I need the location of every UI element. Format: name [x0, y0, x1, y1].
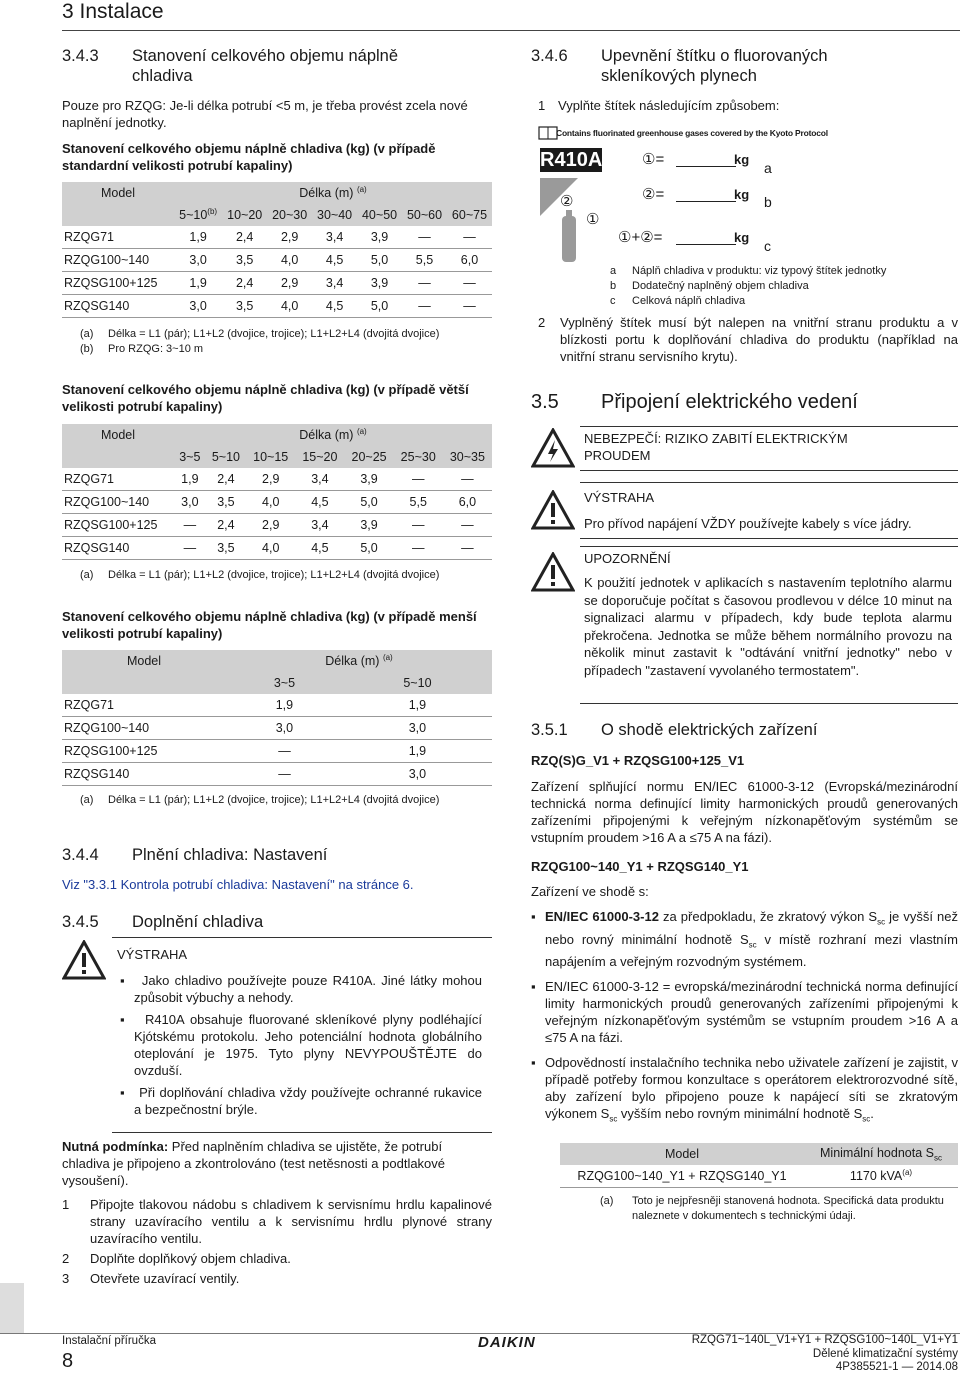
warning-bottom-rule — [112, 1132, 492, 1133]
table-cell-model: RZQG71 — [64, 230, 115, 244]
table-row — [62, 468, 492, 491]
table-cell: — — [461, 472, 474, 486]
table-col: 30~35 — [449, 450, 485, 464]
table-cell: 2,4 — [217, 472, 235, 486]
table-header-model: Model — [126, 654, 162, 668]
table-row — [62, 717, 492, 740]
table-row — [62, 272, 492, 295]
caution-bottom-rule — [580, 703, 958, 704]
label-row-3: ①+②= — [618, 229, 663, 246]
table-col: 5~10 — [211, 450, 240, 464]
table3-notes: (a) Délka = L1 (pár); L1+L2 (dvojice, trojice); L1+L2+L4 (dvojitá dvojice) — [80, 794, 440, 806]
table-col: 25~30 — [400, 450, 436, 464]
danger-bottom-rule — [580, 470, 958, 471]
table-cell: 1,9 — [189, 230, 207, 244]
table-cell: — — [418, 230, 431, 244]
caution-label: UPOZORNĚNÍ — [584, 551, 671, 566]
table-col: 5~10 — [403, 676, 432, 690]
table-cell: 3,9 — [360, 518, 378, 532]
marker-1: ① — [586, 211, 600, 228]
cross-reference-link[interactable]: Viz "3.3.1 Kontrola potrubí chladiva: Nastavení" na stránce 6. — [62, 877, 414, 892]
table-row — [62, 537, 492, 560]
table-cell-model: RZQSG140 — [64, 541, 130, 555]
table-col: 5~10$^{(b)}$ — [179, 207, 218, 223]
key-a: a — [764, 160, 772, 176]
table-cell: — — [463, 299, 476, 313]
label-row-2: ②= — [642, 186, 665, 203]
table-cell: 4,0 — [262, 495, 280, 509]
compliance-list — [531, 908, 958, 1128]
warning-text: Pro přívod napájení VŽDY používejte kabely s více jádry. — [584, 516, 912, 531]
table-cell: 1,9 — [275, 698, 294, 712]
section-3-4-4-heading: 3.4.4 Plnění chladiva: Nastavení — [62, 846, 328, 864]
unit-kg: kg — [734, 187, 750, 202]
table-cell: 1,9 — [189, 276, 207, 290]
table-row — [62, 763, 492, 786]
table-cell-model: RZQSG140 — [64, 767, 130, 781]
table-cell: 5,5 — [409, 495, 427, 509]
table-header-length: Délka (m) $^{(a)}$ — [299, 185, 367, 201]
warning-label: VÝSTRAHA — [584, 490, 655, 505]
list-item: ▪ EN/IEC 61000-3-12 = evropská/mezinárodní technická norma definující limity harmonických proudů generovaných zařízeními připojenými k veřejným nízkonapěťovým systémům se vstupním proudem >16 A a ≤75 A na fázi. — [531, 979, 958, 1046]
table-cell: 2,9 — [280, 230, 299, 244]
table-cell: — — [278, 767, 291, 781]
table-cell: 3,0 — [181, 495, 199, 509]
table-cell: — — [411, 541, 425, 555]
table-cell: 1,9 — [181, 472, 199, 486]
fill-line — [676, 244, 736, 245]
table-cell: RZQG100~140_Y1 + RZQSG140_Y1 — [577, 1169, 787, 1183]
table-row — [62, 491, 492, 514]
table-row — [62, 226, 492, 249]
table-cell: — — [183, 541, 197, 555]
table-cell: 1,9 — [408, 744, 427, 758]
table-cell: 3,0 — [408, 721, 427, 735]
table-cell: 4,0 — [280, 299, 299, 313]
table-cell: — — [183, 518, 197, 532]
subheading-v1: RZQ(S)G_V1 + RZQSG100+125_V1 — [531, 753, 745, 768]
table-cell: — — [463, 230, 476, 244]
table-cell: — — [461, 518, 474, 532]
warning-label: VÝSTRAHA — [117, 947, 188, 962]
table-cell: — — [278, 744, 291, 758]
table-cell: 5,0 — [360, 495, 378, 509]
page-number: 8 — [62, 1350, 74, 1372]
table-col: 3~5 — [273, 676, 296, 690]
paragraph-v1: Zařízení splňující normu EN/IEC 61000-3-12 (Evropská/mezinárodní technická norma definující limity harmonických proudů generovaných zařízeními připojenými k veřejným nízkonapěťovým systémům se vstupním proudem >16 A a ≤75 A na fázi). — [531, 779, 958, 845]
section-3-4-5-heading: 3.4.5 Doplnění chladiva — [62, 913, 264, 931]
table-cell: 3,5 — [235, 253, 254, 267]
fill-line — [676, 201, 736, 202]
table-smaller-pipe — [62, 650, 492, 786]
book-icon — [538, 126, 558, 140]
section-3-4-6-heading: 3.4.6 Upevnění štítku o fluorovaných skleníkových plynech — [531, 47, 828, 85]
table-cell: 5,0 — [370, 253, 389, 267]
table-cell-model: RZQSG100+125 — [64, 744, 158, 758]
steps-list — [62, 1196, 492, 1287]
table1-notes: (a) Délka = L1 (pár); L1+L2 (dvojice, trojice); L1+L2+L4 (dvojitá dvojice) (b) Pro RZQG: 3~10 m — [80, 328, 440, 355]
section-3-4-3-heading: 3.4.3 Stanovení celkového objemu náplně chladiva — [62, 47, 399, 85]
table-cell: — — [463, 276, 476, 290]
warning-bottom-rule — [580, 538, 958, 539]
list-item: 3 Otevřete uzavírací ventily. — [62, 1271, 240, 1286]
table-header-ssc: Minimální hodnota $S_{sc}$ — [820, 1145, 942, 1163]
danger-label: NEBEZPEČÍ: RIZIKO ZABITÍ ELEKTRICKÝM PROUDEM — [584, 431, 848, 463]
warning-icon — [531, 490, 575, 530]
table-cell: 4,0 — [262, 541, 280, 555]
table-col: 20~30 — [272, 208, 308, 222]
thumb-tab — [0, 1283, 24, 1333]
table-cell: — — [411, 518, 425, 532]
table-cell-model: RZQG100~140 — [64, 495, 150, 509]
cylinder-icon — [538, 176, 580, 266]
caution-icon — [531, 552, 575, 592]
warning-item: ▪ Jako chladivo používejte pouze R410A. Jiné látky mohou způsobit výbuchy a nehody. ▪ R410A obsahuje fluorované skleníkové plyny podléhající Kjótskému protokolu. Jeho potenciální hodnota globálního oteplování je 1975. Tyto plyny NEVYPOUŠTĚJTE do ovzduší. ▪ Při doplňování chladiva vždy používejte ochranné rukavice a bezpečnostní brýle. — [120, 973, 483, 1117]
table-cell: 3,5 — [235, 299, 254, 313]
table-cell: 4,5 — [325, 299, 344, 313]
table-header-model: Model — [100, 186, 136, 200]
label-heading: Contains fluorinated greenhouse gases covered by the Kyoto Protocol — [556, 128, 828, 138]
label-legend: a Náplň chladiva v produktu: viz typový štítek jednotky b Dodatečný naplněný objem chladiva c Celková náplň chladiva — [610, 265, 887, 307]
footer-product-info: RZQG71~140L_V1+Y1 + RZQSG100~140L_V1+Y1 Dělené klimatizační systémy 4P385521-1 — 2014.08 — [691, 1334, 958, 1373]
table-cell: 3,0 — [408, 767, 427, 781]
table-row — [62, 740, 492, 763]
table-col: 20~25 — [351, 450, 387, 464]
table-cell: 2,9 — [262, 518, 280, 532]
danger-top-rule — [580, 426, 958, 427]
table-cell: — — [418, 276, 431, 290]
table-cell: 2,4 — [235, 276, 254, 290]
table-larger-pipe — [62, 424, 492, 560]
marker-2: ② — [560, 193, 574, 210]
table2-caption: Stanovení celkového objemu náplně chladiva (kg) (v případě větší velikosti potrubí kapaliny) — [62, 382, 469, 414]
table-col: 40~50 — [361, 208, 398, 222]
table-header-model: Model — [100, 428, 136, 442]
table-header-length: Délka (m) $^{(a)}$ — [299, 427, 367, 443]
table3-caption: Stanovení celkového objemu náplně chladiva (kg) (v případě menší velikosti potrubí kapaliny) — [62, 609, 477, 641]
table-cell: 1170 kVA$^{(a)}$ — [849, 1168, 913, 1184]
subheading-y1: RZQG100~140_Y1 + RZQSG140_Y1 — [531, 859, 749, 874]
table-cell: 3,9 — [370, 230, 389, 244]
table-header-length: Délka (m) $^{(a)}$ — [325, 653, 393, 669]
label-step-2: 2 Vyplněný štítek musí být nalepen na vnitřní stranu produktu a v blízkosti portu k doplňování chladiva do produktu (například na vnitřní stranu servisního krytu). — [538, 315, 958, 364]
table-cell-model: RZQSG140 — [64, 299, 130, 313]
unit-kg: kg — [734, 152, 750, 167]
section-3-5-1-heading: 3.5.1 O shodě elektrických zařízení — [531, 721, 818, 739]
table-row — [62, 694, 492, 717]
table-cell: 3,5 — [217, 495, 235, 509]
footer-manual-title: Instalační příručka — [62, 1335, 156, 1347]
table-header-model: Model — [664, 1147, 700, 1161]
daikin-logo: DAIKIN — [478, 1334, 536, 1351]
fill-line — [676, 166, 736, 167]
list-item: 2 Doplňte doplňkový objem chladiva. — [62, 1251, 291, 1266]
refrigerant-badge: R410A — [540, 149, 603, 171]
table-cell: 2,4 — [235, 230, 254, 244]
warning-top-rule — [112, 937, 492, 938]
table-cell: 5,5 — [415, 253, 434, 267]
caution-top-rule — [580, 546, 958, 547]
table-cell: 6,0 — [458, 495, 477, 509]
table-cell-model: RZQSG100+125 — [64, 518, 158, 532]
table-cell: 4,0 — [280, 253, 299, 267]
table-cell: 2,9 — [262, 472, 280, 486]
table-cell-model: RZQG100~140 — [64, 721, 150, 735]
table-cell: — — [418, 299, 431, 313]
header-divider — [62, 30, 960, 31]
table-standard-pipe — [62, 182, 492, 318]
table-cell: 3,0 — [189, 299, 207, 313]
table-col: 60~75 — [451, 208, 488, 222]
table-row — [62, 249, 492, 272]
table-ssc — [560, 1143, 958, 1188]
table-cell: 4,5 — [311, 541, 329, 555]
table-cell: 3,9 — [370, 276, 389, 290]
table-cell: 6,0 — [460, 253, 479, 267]
table-cell: 3,5 — [217, 541, 235, 555]
table-cell-model: RZQG71 — [64, 698, 115, 712]
table2-notes: (a) Délka = L1 (pár); L1+L2 (dvojice, trojice); L1+L2+L4 (dvojitá dvojice) — [80, 569, 440, 581]
table4-note: (a) Toto je nejpřesněji stanovená hodnota. Specifická data produktu naleznete v dokumentech s technickými údaji. — [600, 1195, 944, 1222]
table-cell-model: RZQG100~140 — [64, 253, 150, 267]
key-c: c — [764, 238, 771, 254]
table-cell-model: RZQSG100+125 — [64, 276, 158, 290]
list-item: ▪ EN/IEC 61000-3-12 za předpokladu, že zkratový výkon $S_{sc}$ je vyšší než nebo rovný minimální hodnotě $S_{sc}$ v místě rozhraní mezi vlastním napájením a veřejným rozvodným systémem. — [531, 909, 958, 970]
list-item: ▪ Odpovědností instalačního technika nebo uživatele zařízení je zajistit, v případě potřeby formou konzultace s operátorem elektrorozvodné sítě, aby zařízení bylo připojeno pouze k napájecí síti se zkratovým výkonem $S_{sc}$ vyšším nebo rovným minimální hodnotě $S_{sc}$. — [531, 1055, 958, 1124]
table-col: 3~5 — [179, 450, 201, 464]
table1-caption: Stanovení celkového objemu náplně chladiva (kg) (v případě standardní velikosti potrubí kapaliny) — [62, 141, 436, 173]
table-cell: — — [411, 472, 425, 486]
warning-icon — [62, 940, 106, 980]
table-row — [62, 295, 492, 318]
table-col: 10~15 — [253, 450, 289, 464]
section-3-5-heading: 3.5 Připojení elektrického vedení — [531, 391, 858, 413]
table-cell: 2,9 — [280, 276, 299, 290]
table-col: 30~40 — [317, 208, 353, 222]
table-col: 15~20 — [302, 450, 338, 464]
table-cell: 3,9 — [360, 472, 378, 486]
table-cell: 3,4 — [325, 230, 344, 244]
table-cell: 5,0 — [360, 541, 378, 555]
condition-paragraph: Nutná podmínka: Před naplněním chladiva se ujistěte, že potrubí chladiva je připojeno a zkontrolováno (test netěsnosti a podtlakové vysoušení). — [62, 1139, 446, 1188]
electric-hazard-icon — [531, 428, 575, 468]
table-cell: — — [461, 541, 474, 555]
table-cell: 4,5 — [325, 253, 344, 267]
table-cell: 3,0 — [189, 253, 207, 267]
table-cell: 4,5 — [311, 495, 329, 509]
table-cell: 1,9 — [408, 698, 427, 712]
table-cell-model: RZQG71 — [64, 472, 115, 486]
fgas-label-figure — [538, 124, 958, 264]
table-cell: 3,4 — [311, 518, 329, 532]
intro-paragraph: Pouze pro RZQG: Je-li délka potrubí <5 m, je třeba provést zcela nové naplnění jednotky. — [62, 98, 468, 130]
page-header-title: 3 Instalace — [62, 0, 164, 23]
table-col: 10~20 — [227, 208, 263, 222]
label-row-1: ①= — [642, 151, 665, 168]
table-cell: 5,0 — [370, 299, 389, 313]
table-cell: 3,4 — [325, 276, 344, 290]
key-b: b — [764, 194, 772, 210]
caution-text: K použití jednotek v aplikacích s nastavením teplotního alarmu se doporučuje počítat s časovou prodlevou v délce 10 minut na signalizaci alarmu v případech, kdy bude teplota alarmu překročena. Jednotka se může během normálního provozu na několik minut zastavit k "odtávání vnitřní jednotky" nebo v případech "zastavení vyvolaného termostatem". — [584, 575, 952, 678]
label-step-1: 1 Vyplňte štítek následujícím způsobem: — [538, 98, 780, 113]
table-cell: 2,4 — [217, 518, 235, 532]
list-item: 1 Připojte tlakovou nádobu s chladivem k servisnímu hrdlu kapalinové strany uzavíracího ventilu a k servisnímu hrdlu plynové strany uzavíracího ventilu. — [62, 1197, 492, 1246]
table-col: 50~60 — [406, 208, 443, 222]
unit-kg: kg — [734, 230, 750, 245]
warning-top-rule — [580, 482, 958, 483]
paragraph-y1: Zařízení ve shodě s: — [531, 884, 649, 899]
table-cell: 3,0 — [275, 721, 294, 735]
table-cell: 3,4 — [311, 472, 329, 486]
table-row — [62, 514, 492, 537]
